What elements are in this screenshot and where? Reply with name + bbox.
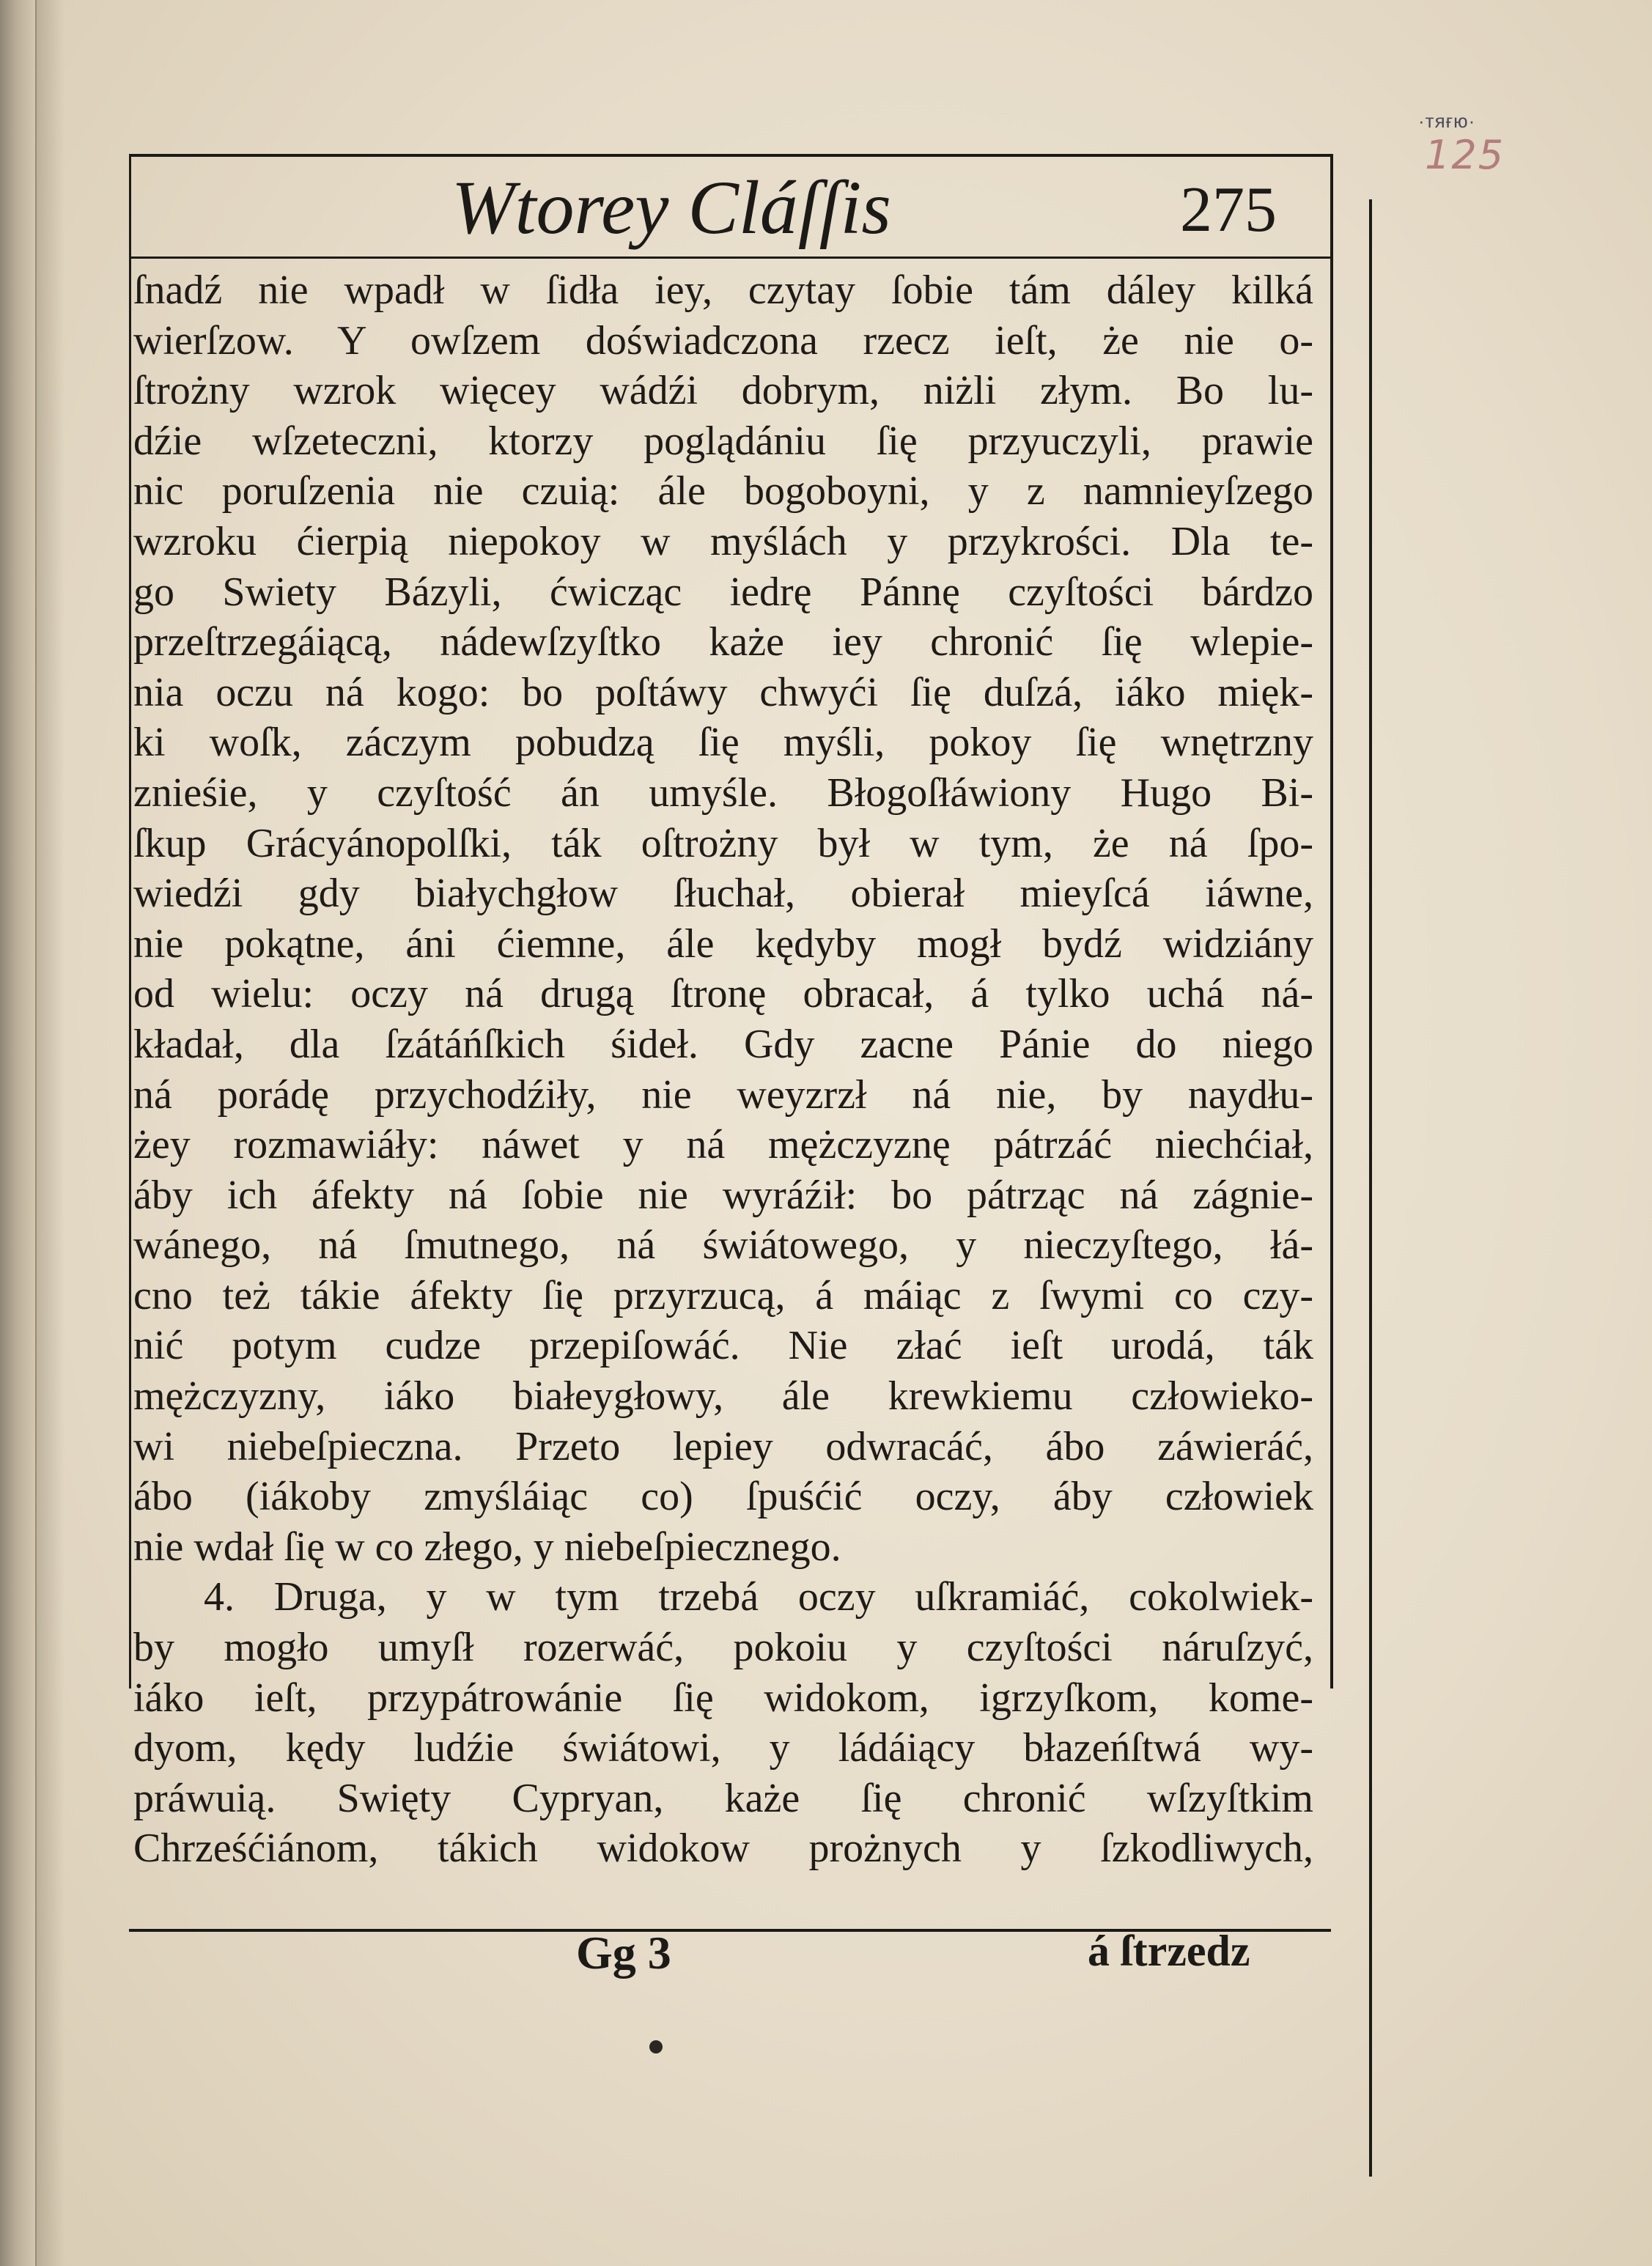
text-line: by mogło umyſł rozerwáć, pokoiu y czyſtości náruſzyć, bbox=[133, 1625, 1313, 1671]
text-line: iáko ieſt, przypátrowánie ſię widokom, igrzyſkom, kome- bbox=[133, 1675, 1313, 1721]
text-line: przeſtrzegáiącą, nádewſzyſtko każe iey chronić ſię wlepie- bbox=[133, 619, 1313, 665]
text-line: od wielu: oczy ná drugą ſtronę obracał, á tylko uchá ná- bbox=[133, 971, 1313, 1017]
text-line: nie wdał ſię w co złego, y niebeſpiecznego. bbox=[133, 1524, 841, 1570]
text-line: wierſzow. Y owſzem doświadczona rzecz ieſt, że nie o- bbox=[133, 317, 1313, 363]
text-line: áby ich áfekty ná ſobie nie wyráźił: bo pátrząc ná zágnie- bbox=[133, 1172, 1313, 1218]
catchword: á ſtrzedz bbox=[1088, 1927, 1250, 1975]
previous-page-edge bbox=[0, 0, 37, 2266]
text-line: nia oczu ná kogo: bo poſtáwy chwyći ſię duſzá, iáko mięk- bbox=[133, 669, 1313, 715]
text-line: żey rozmawiáły: náwet y ná mężczyznę pátrzáć niechćiał, bbox=[133, 1122, 1313, 1168]
archive-stamp: ·тяғю· bbox=[1418, 110, 1476, 132]
text-line: ná porádę przychodźiły, nie weyzrzł ná nie, by naydłu- bbox=[133, 1071, 1313, 1118]
handwritten-folio-number: 125 bbox=[1425, 132, 1505, 178]
text-line: nie pokątne, áni ćiemne, ále kędyby mogł bydź widziány bbox=[133, 920, 1313, 967]
text-line: wi niebeſpieczna. Przeto lepiey odwracáć, ábo záwieráć, bbox=[133, 1423, 1313, 1469]
text-line: wzroku ćierpią niepokoy w myślách y przykrości. Dla te- bbox=[133, 518, 1313, 564]
text-line: go Swiety Bázyli, ćwicząc iedrę Pánnę czyſtości bárdzo bbox=[133, 569, 1313, 615]
text-line: práwuią. Swięty Cypryan, każe ſię chronić wſzyſtkim bbox=[133, 1775, 1313, 1821]
text-line: ki woſk, záczym pobudzą ſię myśli, pokoy ſię wnętrzny bbox=[133, 720, 1313, 766]
running-title: Wtorey Cláſſis bbox=[451, 166, 891, 250]
text-line: ſtrożny wzrok więcey wádźi dobrym, niżli złym. Bo lu- bbox=[133, 368, 1313, 414]
text-line: dyom, kędy ludźie świátowi, y ládáiący błazeńſtwá wy- bbox=[133, 1725, 1313, 1771]
outer-margin-rule bbox=[1369, 199, 1372, 2177]
page-number: 275 bbox=[1180, 174, 1277, 246]
text-line: nic poruſzenia nie czuią: ále bogoboyni, y z namnieyſzego bbox=[133, 468, 1313, 514]
text-line: ábo (iákoby zmyśláiąc co) ſpuśćić oczy, áby człowiek bbox=[133, 1474, 1313, 1520]
signature-mark: Gg 3 bbox=[576, 1927, 671, 1979]
text-line: nić potym cudze przepiſowáć. Nie złać ieſt urodá, ták bbox=[133, 1323, 1313, 1369]
text-line: cno też tákie áfekty ſię przyrzucą, á máiąc z ſwymi co czy- bbox=[133, 1272, 1313, 1318]
header-rule bbox=[129, 257, 1331, 259]
text-line: Chrześćiánom, tákich widokow prożnych y ſzkodliwych, bbox=[133, 1826, 1313, 1872]
paragraph-start-line: 4. Druga, y w tym trzebá oczy uſkramiáć, cokolwiek- bbox=[204, 1574, 1313, 1620]
text-line: ſnadź nie wpadł w ſidła iey, czytay ſobie tám dáley kilká bbox=[133, 267, 1313, 313]
body-text bbox=[133, 265, 1313, 1874]
page-header bbox=[129, 163, 1331, 265]
gutter-shadow bbox=[35, 0, 64, 2266]
text-line: znieśie, y czyſtość án umyśle. Błogoſłáwiony Hugo Bi- bbox=[133, 770, 1313, 816]
text-line: wánego, ná ſmutnego, ná świátowego, y nieczyſtego, łá- bbox=[133, 1222, 1313, 1269]
ink-spot bbox=[649, 2040, 663, 2053]
text-line: kładał, dla ſzátáńſkich śideł. Gdy zacne Pánie do niego bbox=[133, 1021, 1313, 1067]
text-line: mężczyzny, iáko białeygłowy, ále krewkiemu człowieko- bbox=[133, 1373, 1313, 1420]
text-line: wiedźi gdy białychgłow ſłuchał, obierał mieyſcá iáwne, bbox=[133, 871, 1313, 917]
text-line: dźie wſzeteczni, ktorzy poglądániu ſię przyuczyli, prawie bbox=[133, 418, 1313, 464]
text-line: ſkup Grácyánopolſki, ták oſtrożny był w tym, że ná ſpo- bbox=[133, 820, 1313, 866]
